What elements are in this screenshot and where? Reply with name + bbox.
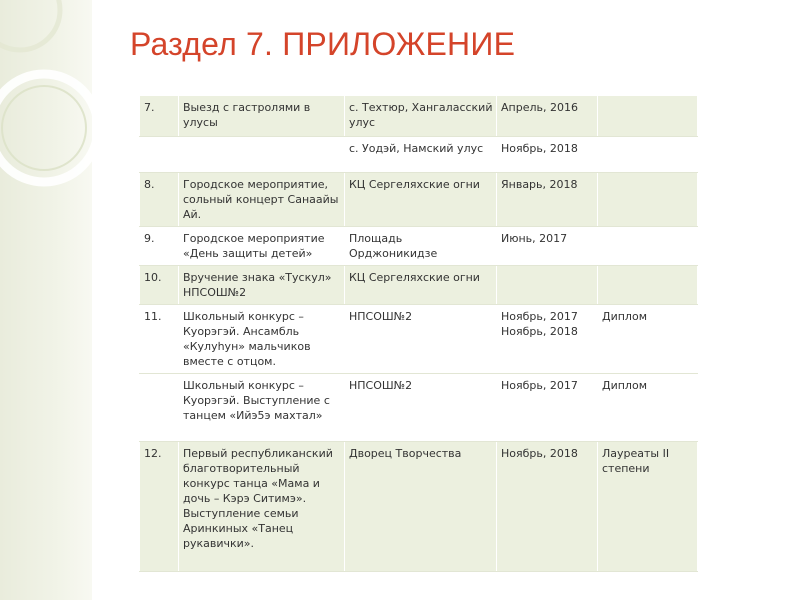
decor-ring-top [0,0,60,50]
cell-event: Первый республиканский благотворительный конкурс танца «Мама и дочь – Кэрэ Ситимэ». Выступление семьи Аринкиных «Танец рукавички». [179,441,345,571]
table-row [140,373,698,441]
cell-event [179,136,345,172]
cell-date: Апрель, 2016 [497,96,598,136]
table-row [140,136,698,172]
cell-place: Площадь Орджоникидзе [345,226,497,265]
table-row [140,172,698,226]
cell-event: Городское мероприятие, сольный концерт Санаайы Ай. [179,172,345,226]
cell-number: 12. [140,441,179,571]
cell-award [598,172,698,226]
events-table-container [139,96,670,572]
cell-date: Ноябрь, 2018 [497,441,598,571]
cell-date: Ноябрь, 2017 Ноябрь, 2018 [497,304,598,373]
cell-date [497,265,598,304]
decor-ring-inner [2,86,86,170]
cell-number [140,136,179,172]
cell-award: Лауреаты II степени [598,441,698,571]
cell-event: Выезд с гастролями в улусы [179,96,345,136]
cell-award [598,136,698,172]
table-row [140,265,698,304]
cell-event: Школьный конкурс – Куорэгэй. Выступление с танцем «Ийэ5э махтал» [179,373,345,441]
cell-number: 10. [140,265,179,304]
cell-place: с. Уодэй, Намский улус [345,136,497,172]
cell-number: 9. [140,226,179,265]
cell-award: Диплом [598,373,698,441]
cell-number: 7. [140,96,179,136]
cell-number: 8. [140,172,179,226]
cell-date: Ноябрь, 2017 [497,373,598,441]
cell-event: Городское мероприятие «День защиты детей» [179,226,345,265]
cell-place: НПСОШ№2 [345,304,497,373]
cell-place: НПСОШ№2 [345,373,497,441]
cell-date: Ноябрь, 2018 [497,136,598,172]
table-row [140,226,698,265]
cell-award: Диплом [598,304,698,373]
table-row [140,96,698,136]
cell-award [598,96,698,136]
cell-date: Январь, 2018 [497,172,598,226]
cell-award [598,226,698,265]
page-title: Раздел 7. ПРИЛОЖЕНИЕ [130,26,516,62]
cell-place: Дворец Творчества [345,441,497,571]
cell-place: с. Техтюр, Хангаласский улус [345,96,497,136]
events-table [139,96,698,572]
table-row [140,441,698,571]
cell-award [598,265,698,304]
table-row [140,304,698,373]
decor-ring-large [0,74,98,182]
cell-date: Июнь, 2017 [497,226,598,265]
cell-event: Вручение знака «Тускул» НПСОШ№2 [179,265,345,304]
cell-place: КЦ Сергеляхские огни [345,265,497,304]
cell-number: 11. [140,304,179,373]
cell-event: Школьный конкурс – Куорэгэй. Ансамбль «Кулуһун» мальчиков вместе с отцом. [179,304,345,373]
cell-number [140,373,179,441]
cell-place: КЦ Сергеляхские огни [345,172,497,226]
